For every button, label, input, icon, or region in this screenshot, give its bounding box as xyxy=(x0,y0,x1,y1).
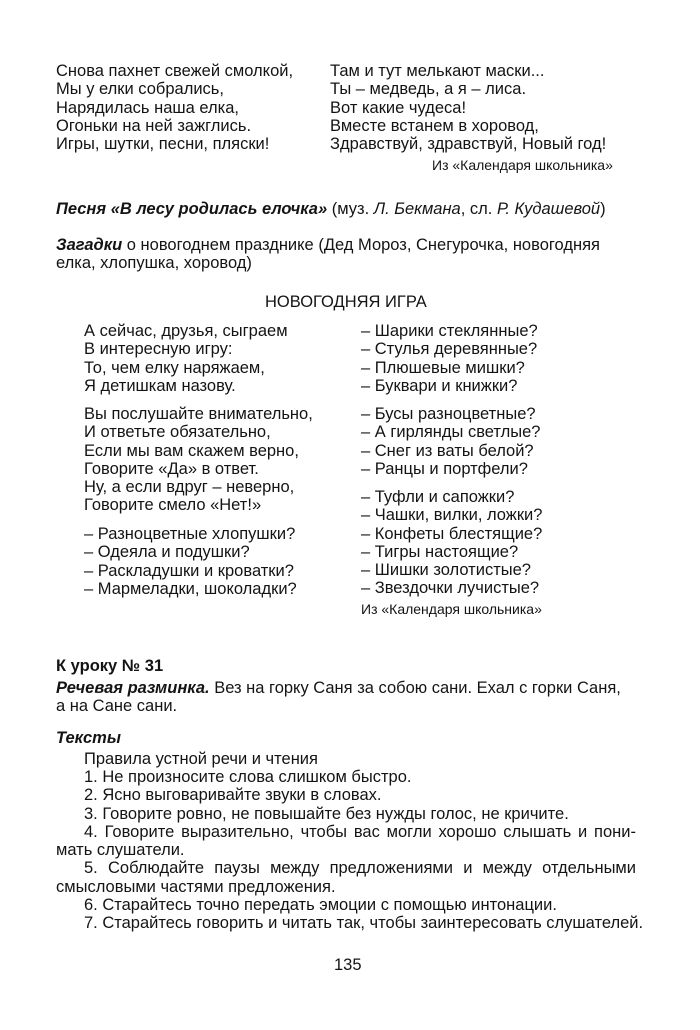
rules-title: Правила устной речи и чтения xyxy=(84,750,318,768)
game-line: – Разноцветные хлопушки? xyxy=(84,525,296,543)
rule-line: 2. Ясно выговаривайте звуки в словах. xyxy=(84,786,382,805)
poem-right-column xyxy=(330,62,606,153)
game-line: – Шишки золотистые? xyxy=(361,561,531,580)
game-line: – Чашки, вилки, ложки? xyxy=(361,506,543,525)
rule-line: мать слушатели. xyxy=(56,841,185,860)
poem-line: Ты – медведь, а я – лиса. xyxy=(330,80,527,99)
poem-line: Игры, шутки, песни, пляски! xyxy=(56,135,270,154)
rule-line: 6. Старайтесь точно передать эмоции с помощью интонации. xyxy=(84,896,557,915)
song-close: ) xyxy=(600,200,606,218)
poem-line: Вместе встанем в хоровод, xyxy=(330,116,539,135)
lesson-heading: К уроку № 31 xyxy=(56,657,164,675)
song-line xyxy=(56,200,606,218)
warmup-paragraph xyxy=(56,679,621,716)
game-line: Я детишкам назову. xyxy=(84,376,236,395)
game-right-stanza-1 xyxy=(361,322,538,395)
poem-line: Вот какие чудеса! xyxy=(330,98,467,117)
game-line: – Буквари и книжки? xyxy=(361,376,518,395)
game-line: – Плюшевые мишки? xyxy=(361,358,525,377)
rules-list xyxy=(56,768,644,933)
game-line: То, чем елку наряжаем, xyxy=(84,358,265,377)
game-line: – Мармеладки, шоколадки? xyxy=(84,579,297,598)
poem-line: Нарядилась наша елка, xyxy=(56,98,239,117)
game-line: – Ранцы и портфели? xyxy=(361,459,528,478)
poem-line: Мы у елки собрались, xyxy=(56,80,224,99)
rule-line: 1. Не произносите слова слишком быстро. xyxy=(84,768,412,786)
warmup-text: Вез на горку Саня за собою сани. Ехал с горки Саня, xyxy=(209,679,621,697)
warmup-label: Речевая разминка. xyxy=(56,679,210,697)
game-line: – Стулья деревянные? xyxy=(361,340,538,359)
game-line: – Туфли и сапожки? xyxy=(361,488,515,506)
game-line: – Раскладушки и кроватки? xyxy=(84,561,294,580)
game-line: В интересную игру: xyxy=(84,340,233,359)
game-line: – Тигры настоящие? xyxy=(361,542,519,561)
rule-line: 3. Говорите ровно, не повышайте без нужды голос, не кричите. xyxy=(84,804,569,823)
game-line: Вы послушайте внимательно, xyxy=(84,405,313,423)
game-right-stanza-2 xyxy=(361,405,540,478)
game-line: Если мы вам скажем верно, xyxy=(84,441,299,460)
game-line: Ну, а если вдруг – неверно, xyxy=(84,478,295,497)
song-mid: , сл. xyxy=(460,200,497,218)
game-line: А сейчас, друзья, сыграем xyxy=(84,322,288,340)
game-left-stanza-2 xyxy=(84,405,313,515)
game-left-stanza-3 xyxy=(84,525,297,598)
riddles-label: Загадки xyxy=(56,236,123,254)
game-left-stanza-1 xyxy=(84,322,288,395)
page-number: 135 xyxy=(334,956,362,974)
song-label: Песня «В лесу родилась елочка» xyxy=(56,200,328,218)
poem-source: Из «Календаря школьника» xyxy=(432,157,613,173)
song-open: (муз. xyxy=(331,200,374,218)
game-line: – Конфеты блестящие? xyxy=(361,524,543,543)
game-line: И ответьте обязательно, xyxy=(84,423,271,442)
poem-line: Огоньки на ней зажглись. xyxy=(56,116,252,135)
song-lyricist: Р. Кудашевой xyxy=(496,200,601,218)
game-line: – Снег из ваты белой? xyxy=(361,441,534,460)
riddles-text: о новогоднем празднике (Дед Мороз, Снегурочка, новогодняя xyxy=(122,236,600,254)
poem-line: Снова пахнет свежей смолкой, xyxy=(56,62,294,80)
riddles-text-2: елка, хлопушка, хоровод) xyxy=(56,254,252,273)
game-line: – Шарики стеклянные? xyxy=(361,322,538,340)
game-right-stanza-3 xyxy=(361,488,542,598)
texts-heading: Тексты xyxy=(56,729,121,747)
game-line: Говорите «Да» в ответ. xyxy=(84,459,259,478)
game-source: Из «Календаря школьника» xyxy=(361,601,542,617)
riddles-paragraph xyxy=(56,236,600,273)
game-title: НОВОГОДНЯЯ ИГРА xyxy=(265,293,427,311)
game-line: – Одеяла и подушки? xyxy=(84,543,250,562)
game-line: Говорите смело «Нет!» xyxy=(84,496,262,515)
warmup-text-2: а на Сане сани. xyxy=(56,697,178,716)
game-line: – Звездочки лучистые? xyxy=(361,579,540,598)
rule-line: 5. Соблюдайте паузы между предложениями и между отдельными xyxy=(84,859,636,878)
game-line: – А гирлянды светлые? xyxy=(361,423,541,442)
poem-line: Там и тут мелькают маски... xyxy=(330,62,545,80)
rule-line: 4. Говорите выразительно, чтобы вас могли хорошо слышать и пони- xyxy=(84,822,636,841)
song-composer: Л. Бекмана xyxy=(373,200,461,218)
rule-line: 7. Старайтесь говорить и читать так, чтобы заинтересовать слушателей. xyxy=(84,914,644,933)
rule-line: смысловыми частями предложения. xyxy=(56,877,336,896)
game-line: – Бусы разноцветные? xyxy=(361,405,536,423)
poem-line: Здравствуй, здравствуй, Новый год! xyxy=(330,135,607,154)
poem-left-column xyxy=(56,62,293,153)
